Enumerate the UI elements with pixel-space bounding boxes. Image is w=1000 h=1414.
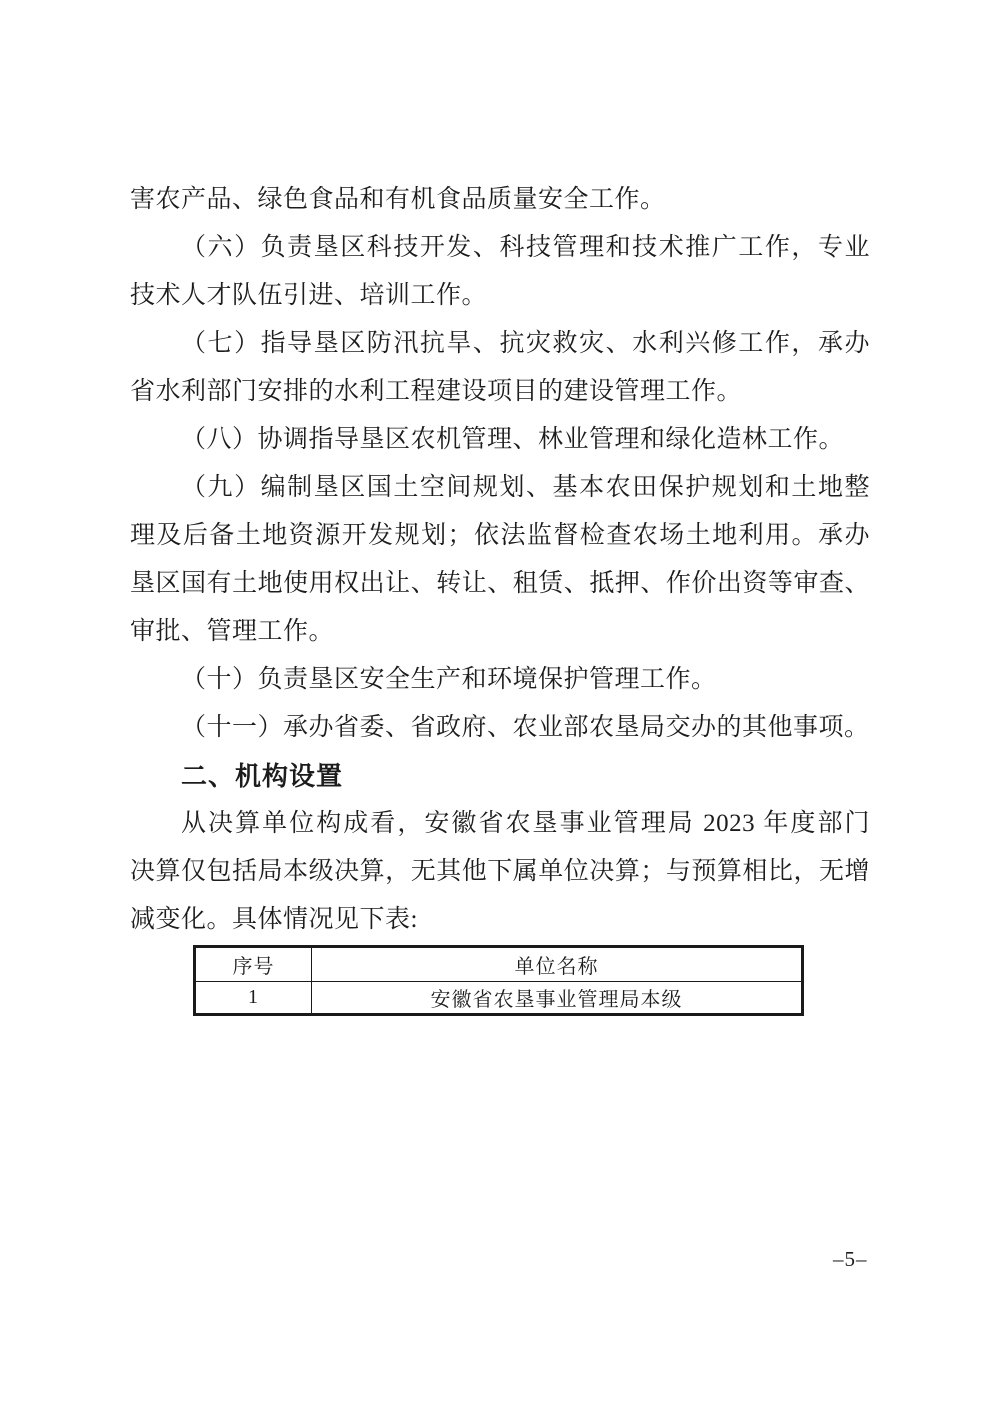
text-line: （七）指导垦区防汛抗旱、抗灾救灾、水利兴修工作，承办 [181,330,870,357]
text-line: （十）负责垦区安全生产和环境保护管理工作。 [181,666,717,693]
text-line: （六）负责垦区科技开发、科技管理和技术推广工作，专业 [181,234,870,261]
text-line: （八）协调指导垦区农机管理、林业管理和绿化造林工作。 [181,426,845,453]
table-header-row [195,947,803,982]
text-line: 减变化。具体情况见下表: [130,906,418,933]
page-number: –5– [833,1247,868,1271]
text-line: 审批、管理工作。 [130,618,335,645]
table-header-unit-name: 单位名称 [312,947,803,982]
units-table [193,945,804,1016]
text-line: 从决算单位构成看，安徽省农垦事业管理局 2023 年度部门 [181,810,870,837]
text-line: 害农产品、绿色食品和有机食品质量安全工作。 [130,186,666,213]
document-body [130,176,870,944]
table-cell-unit-name: 安徽省农垦事业管理局本级 [312,982,803,1015]
section-heading: 二、机构设置 [181,761,344,791]
table-cell-seq: 1 [195,982,312,1015]
text-line: 理及后备土地资源开发规划；依法监督检查农场土地利用。承办 [130,522,870,549]
table-header-seq: 序号 [195,947,312,982]
text-line: 技术人才队伍引进、培训工作。 [130,282,488,309]
text-line: （十一）承办省委、省政府、农业部农垦局交办的其他事项。 [181,714,870,741]
table-row [195,982,803,1015]
text-line: 决算仅包括局本级决算，无其他下属单位决算；与预算相比，无增 [130,858,870,885]
text-line: （九）编制垦区国土空间规划、基本农田保护规划和土地整 [181,474,870,501]
text-line: 垦区国有土地使用权出让、转让、租赁、抵押、作价出资等审查、 [130,570,870,597]
text-line: 省水利部门安排的水利工程建设项目的建设管理工作。 [130,378,743,405]
